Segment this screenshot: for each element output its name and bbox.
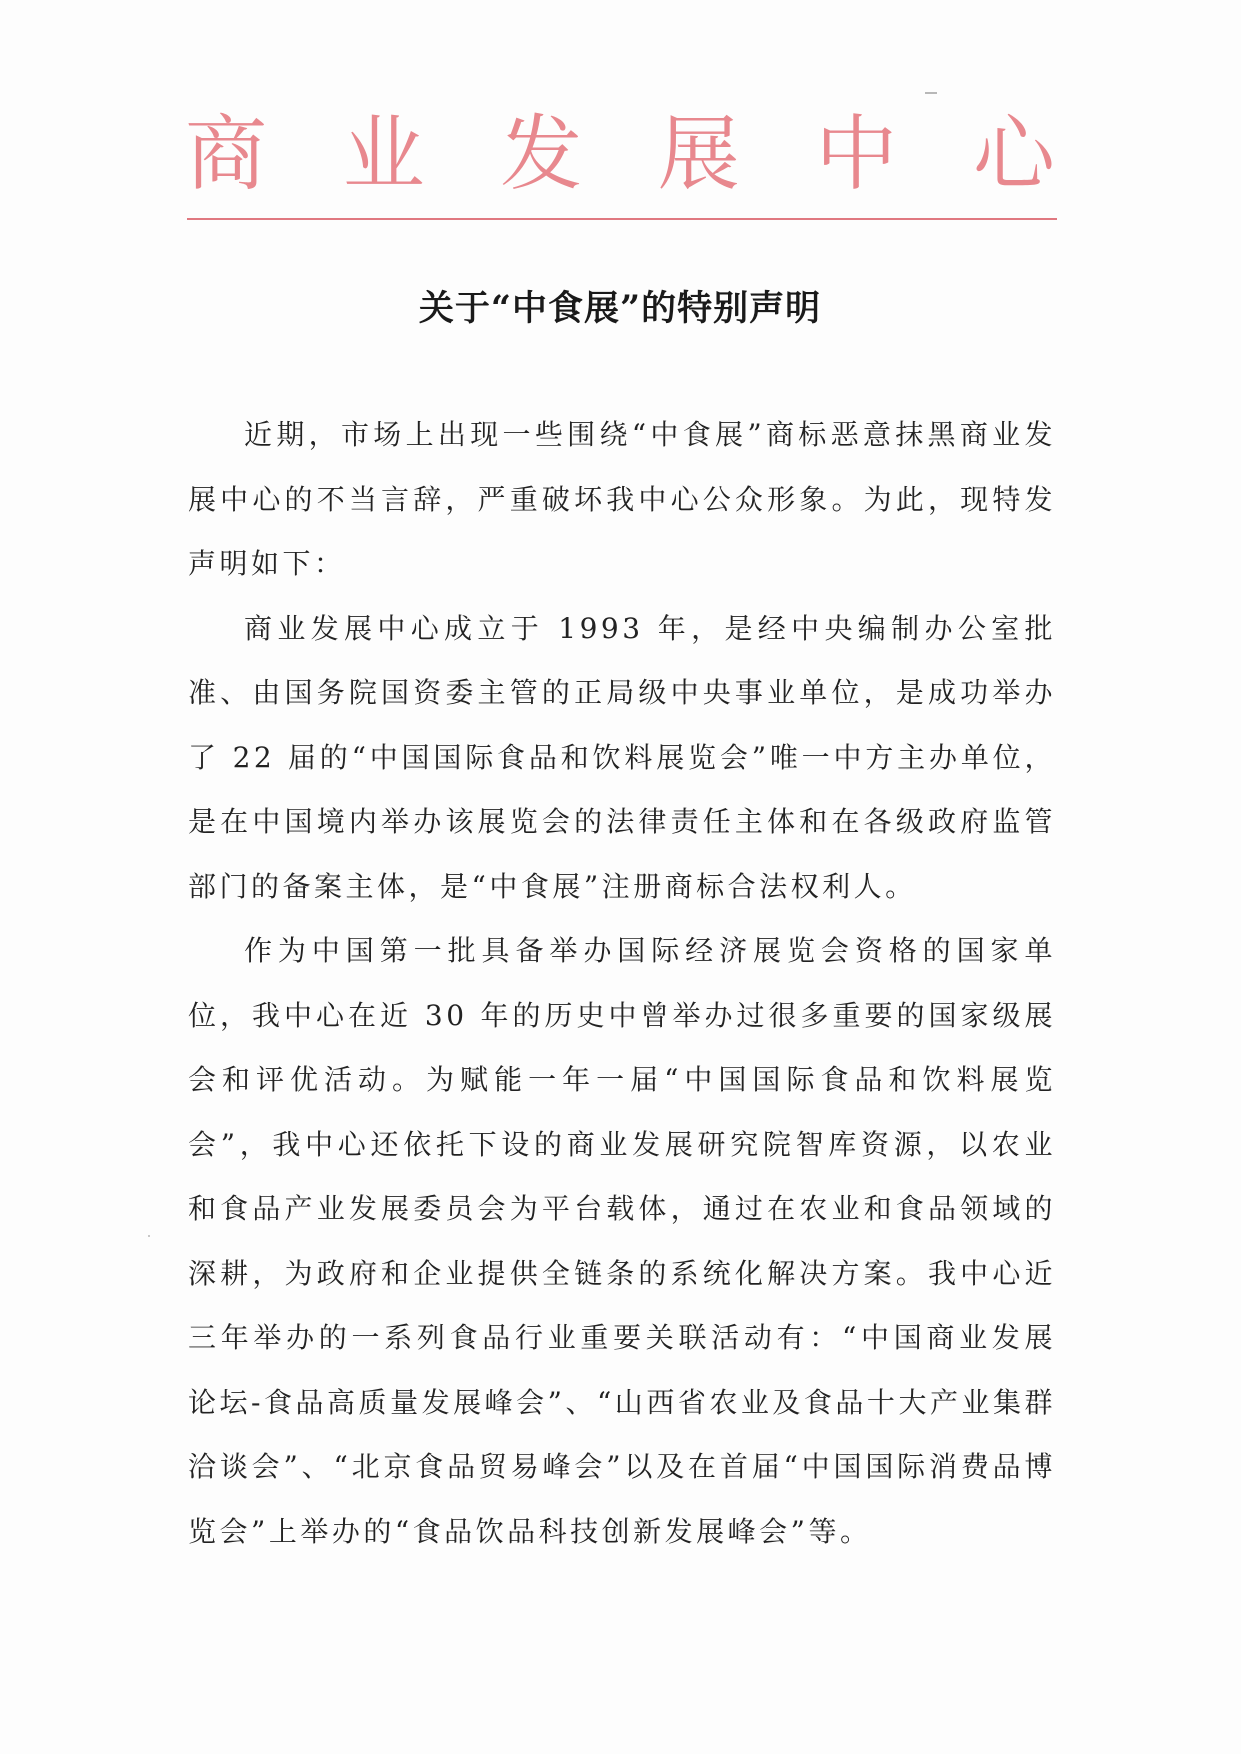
paragraph: 作为中国第一批具备举办国际经济展览会资格的国家单位，我中心在近 30 年的历史中曾举办过很多重要的国家级展会和评优活动。为赋能一年一届“中国国际食品和饮料展览会”，我中心还依托下设的商业发展研究院智库资源，以农业和食品产业发展委员会为平台载体，通过在农业和食品领域的深耕，为政府和企业提供全链条的系统化解决方案。我中心近三年举办的一系列食品行业重要关联活动有：“中国商业发展论坛-食品高质量发展峰会”、“山西省农业及食品十大产业集群洽谈会”、“北京食品贸易峰会”以及在首届“中国国际消费品博览会”上举办的“食品饮品科技创新发展峰会”等。 [188, 934, 1056, 1548]
scan-artifact [148, 1235, 150, 1237]
letterhead-char: 业 [342, 107, 425, 202]
letterhead-char: 中 [815, 107, 898, 202]
letterhead-char: 发 [500, 107, 583, 202]
document-body [188, 403, 1056, 1564]
letterhead-char: 展 [657, 107, 740, 202]
letterhead-divider [187, 218, 1057, 220]
letterhead-char: 心 [972, 107, 1055, 202]
document-title: 关于“中食展”的特别声明 [418, 288, 822, 329]
letterhead [185, 107, 1055, 202]
paragraph: 商业发展中心成立于 1993 年，是经中央编制办公室批准、由国务院国资委主管的正局级中央事业单位，是成功举办了 22 届的“中国国际食品和饮料展览会”唯一中方主办单位，是在中国境内举办该展览会的法律责任主体和在各级政府监管部门的备案主体，是“中食展”注册商标合法权利人。 [188, 611, 1056, 903]
scan-artifact [925, 92, 937, 94]
paragraph: 近期，市场上出现一些围绕“中食展”商标恶意抹黑商业发展中心的不当言辞，严重破坏我中心公众形象。为此，现特发声明如下： [188, 418, 1056, 580]
letterhead-char: 商 [185, 107, 268, 202]
